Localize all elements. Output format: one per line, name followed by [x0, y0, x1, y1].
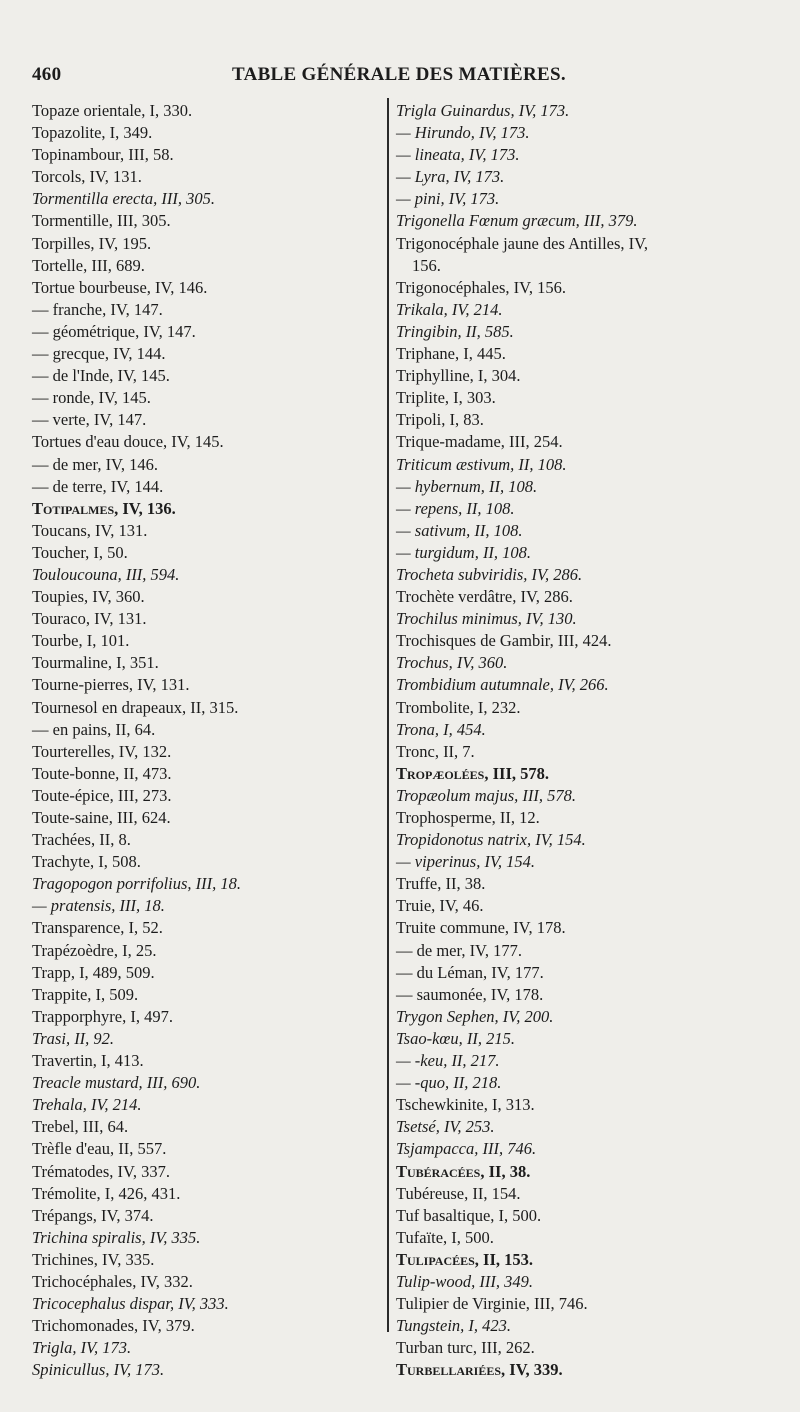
index-entry: Trehala, IV, 214. — [32, 1095, 142, 1115]
index-entry: Toute-bonne, II, 473. — [32, 763, 172, 783]
index-entry: — de l'Inde, IV, 145. — [32, 366, 170, 386]
index-entry: Totipalmes, IV, 136. — [32, 498, 176, 518]
index-entry: Trochète verdâtre, IV, 286. — [396, 587, 573, 607]
index-entry: Truffe, II, 38. — [396, 874, 486, 894]
index-entry: Tringibin, II, 585. — [396, 321, 514, 341]
index-entry: — repens, II, 108. — [396, 498, 515, 518]
index-entry: Toute-épice, III, 273. — [32, 785, 172, 805]
index-column-right — [396, 100, 766, 1381]
index-entry: Tournesol en drapeaux, II, 315. — [32, 697, 239, 717]
page-number: 460 — [32, 64, 62, 85]
index-entry: Tulipacées, II, 153. — [396, 1249, 534, 1269]
index-entry: Tulipier de Virginie, III, 746. — [396, 1294, 588, 1314]
index-entry: Tourterelles, IV, 132. — [32, 741, 172, 761]
index-entry: Triplite, I, 303. — [396, 388, 496, 408]
index-entry: Tripoli, I, 83. — [396, 410, 484, 430]
index-entry: Spinicullus, IV, 173. — [32, 1360, 165, 1380]
index-entry: — grecque, IV, 144. — [32, 344, 166, 364]
index-entry: Transparence, I, 52. — [32, 918, 163, 938]
index-entry: Torcols, IV, 131. — [32, 167, 142, 187]
index-entry: — lineata, IV, 173. — [396, 145, 520, 165]
index-entry: — de mer, IV, 177. — [396, 940, 522, 960]
index-entry: — hybernum, II, 108. — [396, 476, 538, 496]
index-entry: Tormentilla erecta, III, 305. — [32, 189, 216, 209]
index-entry: Tourne-pierres, IV, 131. — [32, 675, 190, 695]
index-entry: Trapp, I, 489, 509. — [32, 962, 155, 982]
index-entry: Trigonella Fœnum græcum, III, 379. — [396, 211, 638, 231]
index-entry: Trygon Sephen, IV, 200. — [396, 1006, 554, 1026]
page-title: TABLE GÉNÉRALE DES MATIÈRES. — [232, 64, 566, 85]
index-entry: Tragopogon porrifolius, III, 18. — [32, 874, 242, 894]
index-entry: Trématodes, IV, 337. — [32, 1161, 170, 1181]
index-entry: — de mer, IV, 146. — [32, 454, 158, 474]
index-entry: Trophosperme, II, 12. — [396, 808, 540, 827]
index-entry: Touloucouna, III, 594. — [32, 564, 180, 584]
index-entry: Tourbe, I, 101. — [32, 631, 130, 651]
index-entry: Trichina spiralis, IV, 335. — [32, 1227, 201, 1247]
index-entry: — pini, IV, 173. — [396, 189, 500, 209]
index-entry: — -quo, II, 218. — [396, 1073, 502, 1093]
index-entry: Trikala, IV, 214. — [396, 299, 503, 319]
index-entry: Trebel, III, 64. — [32, 1117, 129, 1137]
index-entry: Tormentille, III, 305. — [32, 211, 171, 231]
index-entry: Toute-saine, III, 624. — [32, 808, 171, 827]
index-entry: Topinambour, III, 58. — [32, 145, 174, 165]
index-entry: Tortelle, III, 689. — [32, 255, 145, 275]
index-entry: Triticum æstivum, II, 108. — [396, 454, 567, 474]
index-entry: Tropæolum majus, III, 578. — [396, 785, 576, 805]
index-entry: — pratensis, III, 18. — [32, 896, 165, 916]
index-entry: Trique-madame, III, 254. — [396, 432, 563, 452]
index-entry: Trigonocéphales, IV, 156. — [396, 277, 567, 297]
index-entry: Treacle mustard, III, 690. — [32, 1073, 201, 1093]
index-entry: Truite commune, IV, 178. — [396, 918, 566, 938]
index-entry: Tubéracées, II, 38. — [396, 1161, 531, 1181]
index-entry: — franche, IV, 147. — [32, 299, 163, 319]
index-entry: Turbellariées, IV, 339. — [396, 1360, 563, 1380]
index-entry: — Lyra, IV, 173. — [396, 167, 505, 187]
index-entry: 156. — [412, 255, 441, 275]
index-entry: Topaze orientale, I, 330. — [32, 101, 193, 120]
index-entry: Tubéreuse, II, 154. — [396, 1183, 521, 1203]
index-entry: Trémolite, I, 426, 431. — [32, 1183, 181, 1203]
index-entry: Truie, IV, 46. — [396, 896, 484, 916]
index-entry: Torpilles, IV, 195. — [32, 233, 152, 253]
index-entry: Topazolite, I, 349. — [32, 123, 153, 143]
index-entry: Trombolite, I, 232. — [396, 697, 521, 717]
index-entry: — Hirundo, IV, 173. — [396, 123, 530, 143]
index-entry: — saumonée, IV, 178. — [396, 984, 544, 1004]
index-entry: Tuf basaltique, I, 500. — [396, 1205, 542, 1225]
index-entry: Trochus, IV, 360. — [396, 653, 508, 673]
index-entry: Tsetsé, IV, 253. — [396, 1117, 495, 1137]
index-entry: Tschewkinite, I, 313. — [396, 1095, 535, 1115]
index-entry: Tulip-wood, III, 349. — [396, 1271, 534, 1291]
page-header — [32, 64, 572, 90]
index-entry: Trapézoèdre, I, 25. — [32, 940, 157, 960]
index-entry: Tricocephalus dispar, IV, 333. — [32, 1294, 229, 1314]
index-entry: Trépangs, IV, 374. — [32, 1205, 154, 1225]
index-entry: Trapporphyre, I, 497. — [32, 1006, 173, 1026]
index-entry: Trachées, II, 8. — [32, 830, 131, 850]
index-entry: Turban turc, III, 262. — [396, 1338, 535, 1358]
index-column-left — [32, 100, 382, 1381]
index-entry: Trasi, II, 92. — [32, 1028, 115, 1048]
index-entry: Trigla, IV, 173. — [32, 1338, 132, 1358]
index-entry: Triphylline, I, 304. — [396, 366, 521, 386]
index-entry: Trochisques de Gambir, III, 424. — [396, 631, 612, 651]
index-entry: Trèfle d'eau, II, 557. — [32, 1139, 167, 1159]
index-entry: — viperinus, IV, 154. — [396, 852, 536, 872]
index-entry: Touraco, IV, 131. — [32, 609, 147, 629]
index-entry: — du Léman, IV, 177. — [396, 962, 544, 982]
index-entry: Tsjampacca, III, 746. — [396, 1139, 537, 1159]
index-entry: Tourmaline, I, 351. — [32, 653, 159, 673]
index-entry: Trombidium autumnale, IV, 266. — [396, 675, 609, 695]
index-entry: Toucher, I, 50. — [32, 542, 128, 562]
index-entry: — en pains, II, 64. — [32, 719, 156, 739]
index-entry: Travertin, I, 413. — [32, 1051, 144, 1071]
index-entry: Trochilus minimus, IV, 130. — [396, 609, 577, 629]
index-entry: Trichomonades, IV, 379. — [32, 1316, 195, 1336]
index-entry: Tungstein, I, 423. — [396, 1316, 512, 1336]
index-entry: — ronde, IV, 145. — [32, 388, 151, 408]
index-entry: — turgidum, II, 108. — [396, 542, 532, 562]
index-entry: Trichines, IV, 335. — [32, 1249, 155, 1269]
index-entry: Toupies, IV, 360. — [32, 587, 145, 607]
index-entry: Trigonocéphale jaune des Antilles, IV, — [396, 233, 649, 253]
index-entry: Tronc, II, 7. — [396, 741, 475, 761]
index-entry: Tortues d'eau douce, IV, 145. — [32, 432, 224, 452]
index-entry: Trona, I, 454. — [396, 719, 486, 739]
index-entry: Tsao-kœu, II, 215. — [396, 1028, 516, 1048]
index-entry: Trigla Guinardus, IV, 173. — [396, 101, 570, 120]
index-entry: Tropæolées, III, 578. — [396, 763, 549, 783]
index-entry: Tropidonotus natrix, IV, 154. — [396, 830, 586, 850]
column-divider — [387, 98, 389, 1332]
index-entry: Trachyte, I, 508. — [32, 852, 141, 872]
index-entry: — géométrique, IV, 147. — [32, 321, 196, 341]
index-entry: Trappite, I, 509. — [32, 984, 139, 1004]
index-entry: Toucans, IV, 131. — [32, 520, 148, 540]
index-entry: — sativum, II, 108. — [396, 520, 523, 540]
index-entry: Tufaïte, I, 500. — [396, 1227, 494, 1247]
index-entry: Trichocéphales, IV, 332. — [32, 1271, 193, 1291]
index-entry: — -keu, II, 217. — [396, 1051, 500, 1071]
index-entry: Triphane, I, 445. — [396, 344, 506, 364]
index-entry: Tortue bourbeuse, IV, 146. — [32, 277, 208, 297]
index-entry: Trocheta subviridis, IV, 286. — [396, 564, 583, 584]
index-entry: — de terre, IV, 144. — [32, 476, 164, 496]
index-entry: — verte, IV, 147. — [32, 410, 147, 430]
